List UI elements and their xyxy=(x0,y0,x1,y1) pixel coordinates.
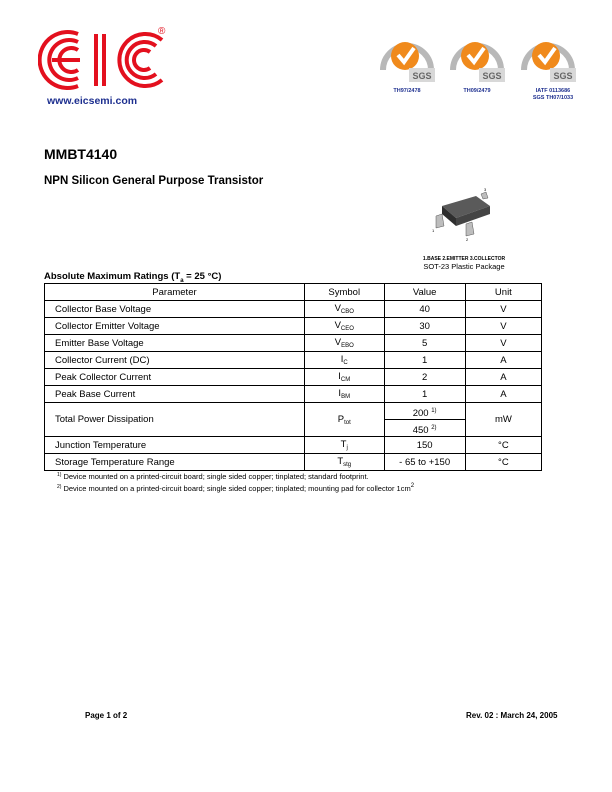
value-cell xyxy=(384,403,465,437)
header-unit: Unit xyxy=(465,284,541,301)
part-number: MMBT4140 xyxy=(44,146,118,162)
parameter-cell: Collector Emitter Voltage xyxy=(45,318,305,335)
value-cell: 2 xyxy=(384,369,465,386)
svg-text:SGS: SGS xyxy=(482,71,502,81)
svg-text:2: 2 xyxy=(466,237,469,242)
revision-date: Rev. 02 : March 24, 2005 xyxy=(466,711,558,720)
symbol-cell: $V_{CEO}$ xyxy=(304,318,384,335)
value-cell: 30 xyxy=(384,318,465,335)
parameter-cell: Peak Base Current xyxy=(45,386,305,403)
unit-cell: V xyxy=(465,301,541,318)
unit-cell: °C xyxy=(465,454,541,471)
svg-text:SGS: SGS xyxy=(553,71,573,81)
certificate-code-line: IATF 0113686 xyxy=(535,88,571,94)
svg-text:SGS: SGS xyxy=(412,71,432,81)
table-row xyxy=(45,437,542,454)
symbol-cell: $T_j$ xyxy=(304,437,384,454)
table-row xyxy=(45,403,542,437)
product-description: NPN Silicon General Purpose Transistor xyxy=(44,175,264,187)
symbol-cell: $I_{CM}$ xyxy=(304,369,384,386)
parameter-cell: Junction Temperature xyxy=(45,437,305,454)
symbol-cell: $I_{BM}$ xyxy=(304,386,384,403)
header-parameter: Parameter xyxy=(45,284,305,301)
certificate-code xyxy=(515,88,591,102)
sgs-iso14001-badge-icon xyxy=(447,30,507,85)
svg-text:1: 1 xyxy=(432,228,435,233)
value-cell: 40 xyxy=(384,301,465,318)
table-row xyxy=(45,318,542,335)
table-row xyxy=(45,369,542,386)
ratings-title: Absolute Maximum Ratings ($T_a = 25$ °C) xyxy=(44,271,222,284)
footnote: $^{2)}$ Device mounted on a printed-circuit board; single sided copper; tinplated; mounting pad for collector $1cm^2$ xyxy=(57,483,415,493)
package-pinout: 1.BASE 2.EMITTER 3.COLLECTOR xyxy=(422,256,506,262)
value-split: 450 $^{2)}$ xyxy=(385,419,465,436)
value-cell: 1 xyxy=(384,352,465,369)
parameter-cell: Collector Base Voltage xyxy=(45,301,305,318)
value-split: 200 $^{1)}$ xyxy=(412,408,437,419)
symbol-cell: $V_{CBO}$ xyxy=(304,301,384,318)
header-value: Value xyxy=(384,284,465,301)
value-cell: 5 xyxy=(384,335,465,352)
value-cell: 150 xyxy=(384,437,465,454)
registered-mark: ® xyxy=(158,26,166,37)
sot23-package-icon xyxy=(428,186,498,244)
sgs-iatf16949-badge-icon xyxy=(518,30,578,85)
unit-cell: °C xyxy=(465,437,541,454)
sgs-iso9001-badge-icon xyxy=(377,30,437,85)
parameter-cell: Total Power Dissipation xyxy=(45,403,305,437)
symbol-cell: $I_C$ xyxy=(304,352,384,369)
header-symbol: Symbol xyxy=(304,284,384,301)
eic-logo xyxy=(38,26,170,94)
unit-cell: A xyxy=(465,352,541,369)
symbol-cell: $V_{EBO}$ xyxy=(304,335,384,352)
unit-cell: A xyxy=(465,386,541,403)
table-row xyxy=(45,301,542,318)
unit-cell: A xyxy=(465,369,541,386)
svg-text:3: 3 xyxy=(484,187,487,192)
unit-cell: mW xyxy=(465,403,541,437)
parameter-cell: Storage Temperature Range xyxy=(45,454,305,471)
symbol-cell: $T_{stg}$ xyxy=(304,454,384,471)
footnote: $^{1)}$ Device mounted on a printed-circuit board; single sided copper; tinplated; standard footprint. xyxy=(57,472,369,481)
certificate-code: TH09/2479 xyxy=(463,88,491,94)
parameter-cell: Peak Collector Current xyxy=(45,369,305,386)
value-cell: 1 xyxy=(384,386,465,403)
table-row xyxy=(45,454,542,471)
table-row xyxy=(45,386,542,403)
table-header-row xyxy=(45,284,542,301)
page-number: Page 1 of 2 xyxy=(85,711,128,720)
symbol-cell: $P_{tot}$ xyxy=(304,403,384,437)
unit-cell: V xyxy=(465,335,541,352)
certificate-code-line: SGS TH07/1033 xyxy=(532,95,574,101)
value-cell: - 65 to +150 xyxy=(384,454,465,471)
certificate-code: TH97/2478 xyxy=(393,88,421,94)
absolute-max-ratings-table xyxy=(44,283,542,471)
parameter-cell: Collector Current (DC) xyxy=(45,352,305,369)
unit-cell: V xyxy=(465,318,541,335)
website-link[interactable]: www.eicsemi.com xyxy=(47,95,138,107)
ratings-body xyxy=(45,301,542,471)
table-row xyxy=(45,352,542,369)
package-label: SOT-23 Plastic Package xyxy=(423,262,505,271)
table-row xyxy=(45,335,542,352)
parameter-cell: Emitter Base Voltage xyxy=(45,335,305,352)
